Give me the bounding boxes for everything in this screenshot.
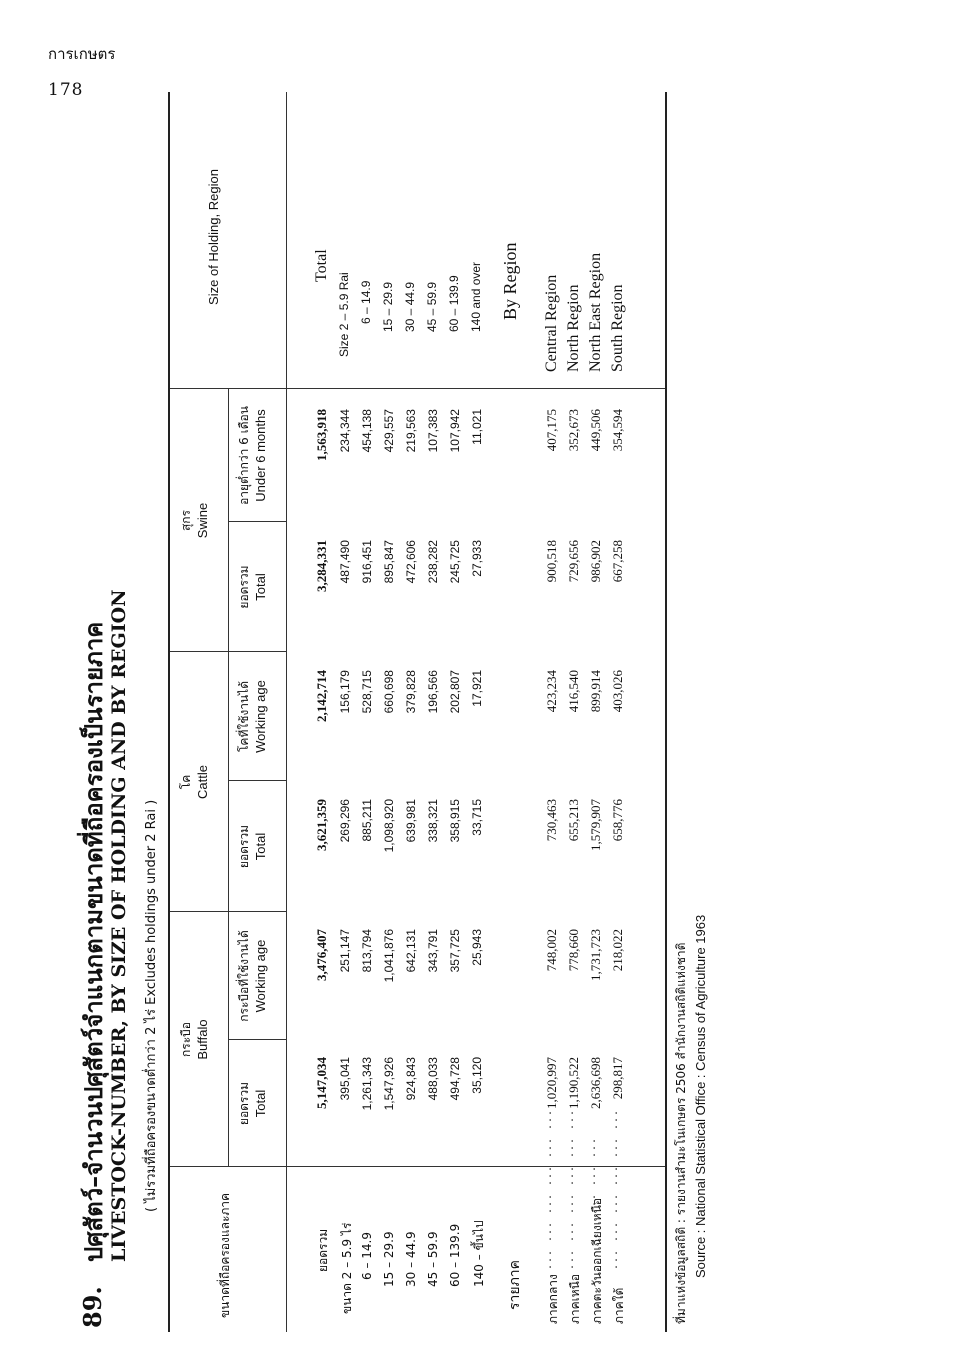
title-block [60,92,170,1332]
table-row: 60 – 139.9 494,728 357,725 358,915 202,807 245,725 107,942 60 – 139.9 [447,275,462,1287]
header-bottom-rule [286,92,287,1332]
table-row: 15 – 29.9 1,547,926 1,041,876 1,098,920 660,698 895,847 429,557 15 – 29.9 [381,281,396,1287]
running-header: การเกษตร [48,45,116,63]
table-row: ภาคตะวันออกเฉียงเหนือ ... ... ... 2,636,698 1,731,723 1,579,907 899,914 986,902 449,506 North East Region [587,252,604,1324]
table-number: 89. [78,1286,107,1328]
table-row: ภาคกลาง ... ... ... ... ... ... 1,020,997 748,002 730,463 423,234 900,518 407,175 Central Region [543,274,560,1324]
subheader-cattle-working: โคที่ใช้งานได้ Working age [237,680,269,753]
group-header-cattle: โค Cattle [179,765,211,799]
group-header-swine: สุกร Swine [179,502,211,539]
header-divider [228,389,229,1167]
table-row: ขนาด 2 – 5.9 ไร่ 395,041 251,147 269,296 156,179 487,490 234,344 Size 2 – 5.9 Rai [337,272,354,1314]
size-region-header: Size of Holding, Region [206,169,221,305]
table-row: 30 – 44.9 924,843 642,131 639,981 379,828 472,606 219,563 30 – 44.9 [403,281,418,1287]
subheader-swine-under6m: อายุต่ำกว่า 6 เดือน Under 6 months [237,406,269,505]
region-section-label-english: By Region [500,242,520,320]
subheader-cattle-total: ยอดรวม Total [237,824,269,869]
table-row: ภาคใต้ ... ... ... ... ... ... 298,817 218,022 658,776 403,026 667,258 354,594 South Region [609,284,626,1324]
table-row: ยอดรวม 5,147,034 3,476,407 3,621,359 2,142,714 3,284,331 1,563,918 Total [313,249,330,1272]
source-thai: ที่มาแห่งข้อมูลสถิติ : รายงานสำมะโนเกษตร 2506 สำนักงานสถิติแห่งชาติ [674,942,688,1324]
source-english: Source : National Statistical Office : Census of Agriculture 1963 [692,914,708,1278]
subheader-buffalo-working: กระบือที่ใช้งานได้ Working age [237,930,269,1022]
group-header-buffalo: กระบือ Buffalo [179,1019,211,1060]
table-row: 140 – ขึ้นไป 35,120 25,943 33,715 17,921 27,933 11,021 140 and over [469,261,486,1287]
table-row: 45 – 59.9 488,033 343,791 338,321 196,566 238,282 107,383 45 – 59.9 [425,281,440,1287]
table-row: ภาคเหนือ ... ... ... ... ... ... 1,190,522 778,660 655,213 416,540 729,656 352,673 North Region [565,284,582,1324]
source-note [672,915,711,1324]
region-section-label: รายภาค [507,1259,523,1310]
livestock-table [168,92,667,1332]
title-thai: ปศุสัตว์–จำนวนปศุสัตว์จำแนกตามขนาดที่ถือครองเป็นรายภาค [80,621,108,1262]
title-subtitle: ( ไม่รวมที่ถือครองขนาดต่ำกว่า 2 ไร่ Excludes holdings under 2 Rai ) [144,799,159,1212]
page-number: 178 [48,80,84,100]
subheader-buffalo-total: ยอดรวม Total [237,1081,269,1126]
rotated-table-page [60,92,740,1332]
stub-header: ขนาดที่ถือครองและภาค [218,1192,232,1318]
table-row: 6 – 14.9 1,261,343 813,794 885,211 528,715 916,451 454,138 6 – 14.9 [359,280,374,1280]
subheader-swine-total: ยอดรวม Total [237,565,269,609]
title-english: LIVESTOCK-NUMBER, BY SIZE OF HOLDING AND BY REGION [108,589,130,1262]
